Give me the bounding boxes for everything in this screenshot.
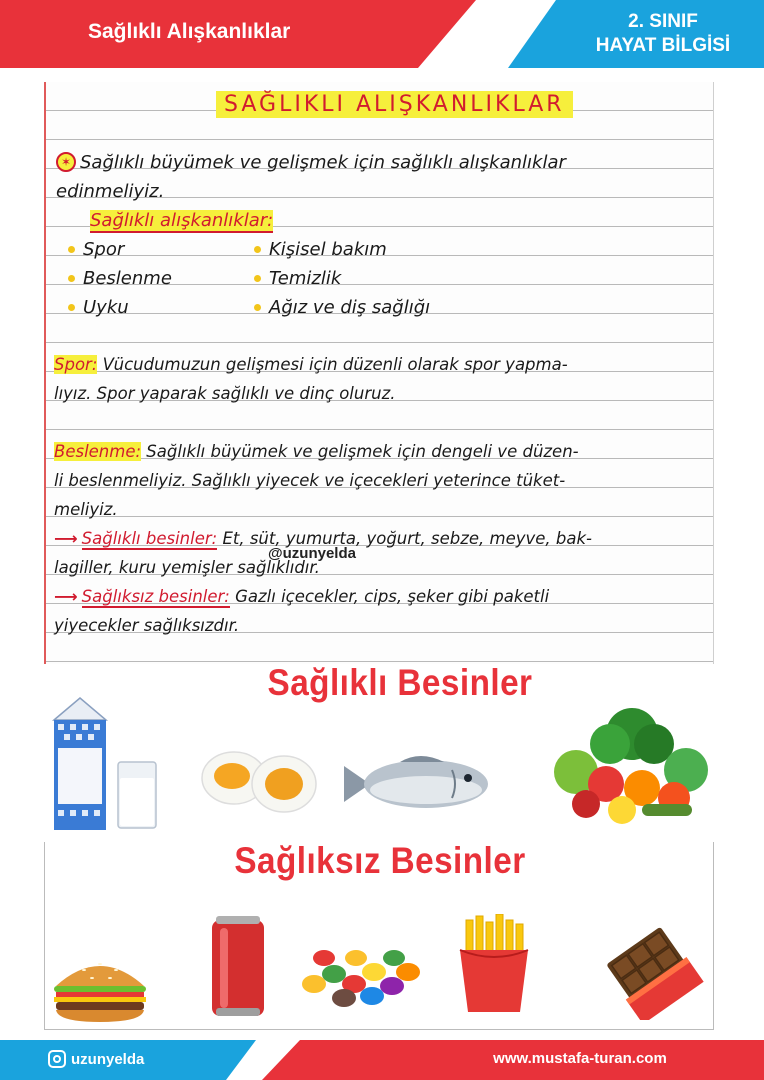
spor-line-2: lıyız. Spor yaparak sağlıklı ve dinç oluruz. [54, 384, 396, 403]
habit-item: Ağız ve diş sağlığı [254, 297, 430, 318]
habit-item: Kişisel bakım [254, 239, 387, 260]
unhealthy-foods-line-1: ⟶ Sağlıksız besinler: Gazlı içecekler, cips, şeker gibi paketli [54, 587, 550, 606]
bullet-dot-icon [254, 246, 261, 253]
bullet-dot-icon [68, 246, 75, 253]
spor-line-1: Spor: Vücudumuzun gelişmesi için düzenli olarak spor yapma- [54, 355, 568, 374]
healthy-foods-line-1: ⟶ Sağlıklı besinler: Et, süt, yumurta, yoğurt, sebze, meyve, bak- [54, 529, 593, 548]
beslenme-line-2: li beslenmeliyiz. Sağlıklı yiyecek ve içecekleri yeterince tüket- [54, 471, 566, 490]
intro-line-1: ✶ Sağlıklı büyümek ve gelişmek için sağlıklı alışkanlıklar [56, 152, 566, 173]
fish-icon [340, 748, 500, 818]
grade-label: 2. SINIF [628, 11, 698, 32]
candy-icon [296, 944, 426, 1010]
intro-line-2: edinmeliyiz. [56, 181, 165, 202]
habit-item: Uyku [68, 297, 129, 318]
healthy-foods-line-2: lagiller, kuru yemişler sağlıklıdır. [54, 558, 320, 577]
grade-subject-badge [570, 10, 756, 58]
instagram-handle-label: uzunyelda [71, 1050, 145, 1068]
beslenme-line-3: meliyiz. [54, 500, 118, 519]
milk-carton-icon [46, 690, 166, 840]
bullet-dot-icon [254, 304, 261, 311]
instagram-handle[interactable] [48, 1050, 144, 1068]
notebook-page [44, 82, 714, 664]
instagram-icon [48, 1050, 66, 1068]
subject-label: HAYAT BİLGİSİ [595, 35, 731, 56]
beslenme-line-1: Beslenme: Sağlıklı büyümek ve gelişmek için dengeli ve düzen- [54, 442, 579, 461]
watermark: @uzunyelda [268, 545, 356, 562]
arrow-right-icon: ⟶ [54, 529, 78, 548]
hamburger-icon [50, 952, 150, 1024]
bullet-dot-icon [254, 275, 261, 282]
page-title: Sağlıklı Alışkanlıklar [88, 20, 291, 43]
arrow-right-icon: ⟶ [54, 587, 78, 606]
website-link[interactable]: www.mustafa-turan.com [493, 1050, 667, 1067]
unhealthy-foods-line-2: yiyecekler sağlıksızdır. [54, 616, 240, 635]
habit-item: Beslenme [68, 268, 172, 289]
star-icon: ✶ [56, 152, 76, 172]
vegetables-icon [546, 704, 714, 830]
notebook-title: SAĞLIKLI ALIŞKANLIKLAR [216, 91, 573, 118]
habits-heading: Sağlıklı alışkanlıklar: [90, 210, 274, 231]
healthy-foods-title: Sağlıklı Besinler [267, 662, 533, 703]
chocolate-icon [598, 922, 704, 1020]
habit-item: Temizlik [254, 268, 341, 289]
bullet-dot-icon [68, 275, 75, 282]
boiled-egg-icon [196, 740, 326, 820]
unhealthy-foods-title: Sağlıksız Besinler [234, 840, 526, 881]
habit-item: Spor [68, 239, 124, 260]
soda-can-icon [208, 914, 268, 1020]
bullet-dot-icon [68, 304, 75, 311]
fries-icon [456, 914, 532, 1014]
